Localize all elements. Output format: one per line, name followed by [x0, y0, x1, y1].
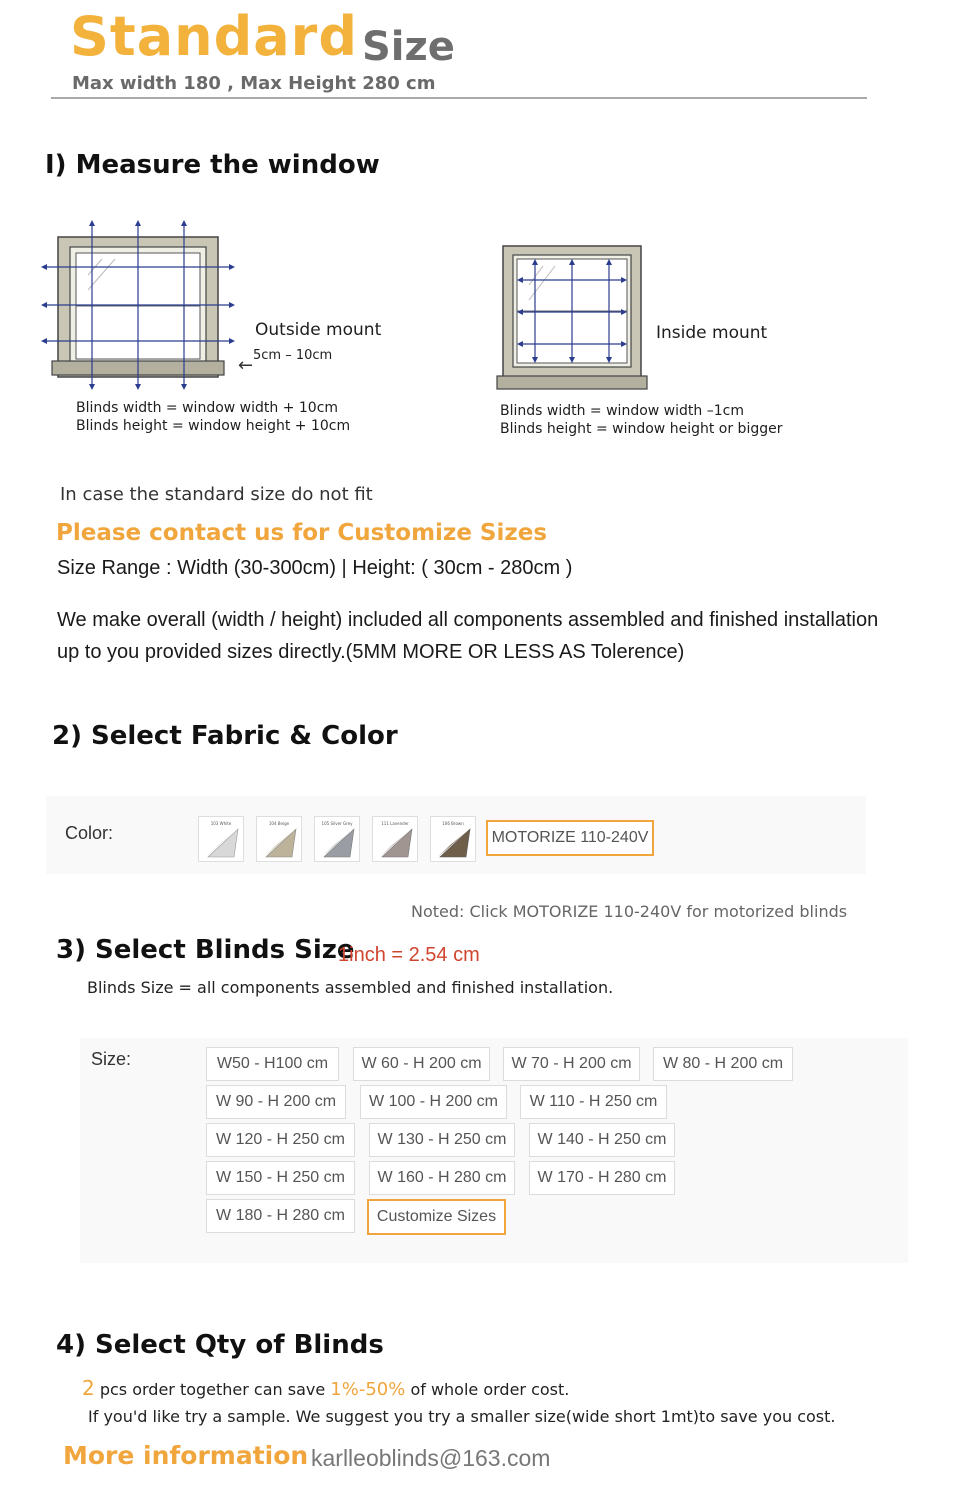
title-standard: Standard — [70, 5, 358, 68]
pcs-number: 2 — [82, 1376, 95, 1400]
inside-width-formula: Blinds width = window width –1cm — [500, 403, 744, 419]
swatch-lavender[interactable]: 111 Lavender — [372, 816, 418, 862]
step3-heading: 3) Select Blinds Size — [56, 935, 355, 965]
size-option-w180-h280[interactable]: W 180 - H 280 cm — [206, 1199, 355, 1233]
size-option-w80-h200[interactable]: W 80 - H 200 cm — [653, 1047, 793, 1081]
size-option-w90-h200[interactable]: W 90 - H 200 cm — [206, 1085, 346, 1119]
size-option-w110-h250[interactable]: W 110 - H 250 cm — [520, 1085, 667, 1119]
pcs-text: pcs order together can save — [94, 1380, 331, 1399]
swatch-white[interactable]: 103 White — [198, 816, 244, 862]
size-panel — [80, 1038, 908, 1263]
color-panel — [46, 796, 866, 874]
color-label: Color: — [65, 823, 114, 843]
outside-mount-diagram — [30, 215, 260, 395]
size-option-w100-h200[interactable]: W 100 - H 200 cm — [360, 1085, 507, 1119]
more-info-label: More information — [63, 1441, 309, 1470]
size-option-w130-h250[interactable]: W 130 - H 250 cm — [369, 1123, 515, 1157]
inside-height-formula: Blinds height = window height or bigger — [500, 421, 783, 437]
size-option-w150-h250[interactable]: W 150 - H 250 cm — [206, 1161, 355, 1195]
step4-heading: 4) Select Qty of Blinds — [56, 1330, 384, 1360]
swatch-silver-grey[interactable]: 105 Silver Grey — [314, 816, 360, 862]
customize-contact-text: Please contact us for Customize Sizes — [56, 520, 548, 546]
overall-line1: We make overall (width / height) included all components assembled and finished installation — [57, 609, 879, 631]
contact-email[interactable]: karlleoblinds@163.com — [311, 1445, 551, 1471]
size-option-w120-h250[interactable]: W 120 - H 250 cm — [206, 1123, 355, 1157]
pcs-tail: of whole order cost. — [405, 1380, 570, 1399]
size-label: Size: — [91, 1049, 132, 1069]
bulk-discount-text — [82, 1376, 569, 1400]
size-option-w170-h280[interactable]: W 170 - H 280 cm — [529, 1161, 675, 1195]
size-description: Blinds Size = all components assembled and finished installation. — [87, 978, 614, 997]
overall-line2: up to you provided sizes directly.(5MM MORE OR LESS AS Tolerence) — [57, 641, 685, 663]
not-fit-text: In case the standard size do not fit — [60, 484, 373, 505]
header-divider — [51, 97, 867, 99]
size-range-text: Size Range : Width (30-300cm) | Height: ( 30cm - 280cm ) — [57, 557, 573, 579]
outside-offset-label: 5cm – 10cm — [253, 348, 333, 363]
size-option-w60-h200[interactable]: W 60 - H 200 cm — [353, 1047, 490, 1081]
inch-conversion-note: 1inch = 2.54 cm — [338, 944, 480, 966]
sample-suggestion: If you'd like try a sample. We suggest you try a smaller size(wide short 1mt)to save you cost. — [88, 1407, 836, 1426]
motorize-note: Noted: Click MOTORIZE 110-240V for motorized blinds — [411, 902, 848, 921]
motorize-button[interactable]: MOTORIZE 110-240V — [486, 820, 654, 856]
outside-height-formula: Blinds height = window height + 10cm — [76, 418, 351, 434]
title-size: Size — [362, 24, 455, 70]
swatch-beige[interactable]: 104 Beige — [256, 816, 302, 862]
step1-heading: I) Measure the window — [45, 150, 380, 180]
inside-mount-diagram — [495, 240, 655, 400]
max-size-subtitle: Max width 180 , Max Height 280 cm — [72, 73, 436, 94]
size-option-w70-h200[interactable]: W 70 - H 200 cm — [503, 1047, 640, 1081]
outside-mount-label: Outside mount — [255, 320, 382, 340]
discount-percent: 1%-50% — [330, 1379, 406, 1400]
inside-mount-label: Inside mount — [656, 323, 768, 343]
size-option-w140-h250[interactable]: W 140 - H 250 cm — [529, 1123, 675, 1157]
step2-heading: 2) Select Fabric & Color — [52, 721, 398, 751]
outside-width-formula: Blinds width = window width + 10cm — [76, 400, 339, 416]
swatch-brown[interactable]: 106 Brown — [430, 816, 476, 862]
size-option-w160-h280[interactable]: W 160 - H 280 cm — [369, 1161, 515, 1195]
arrow-left-icon: ← — [238, 355, 254, 376]
customize-sizes-button[interactable]: Customize Sizes — [367, 1199, 506, 1235]
size-option-w50-h100[interactable]: W50 - H100 cm — [206, 1047, 339, 1081]
